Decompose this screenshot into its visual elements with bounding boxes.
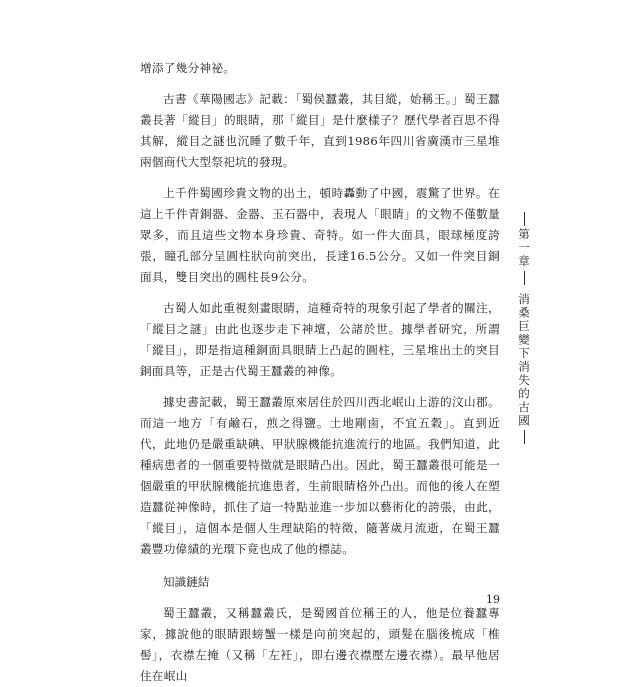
side-rule-middle [524,271,525,285]
paragraph-artifacts: 上千件蜀國珍貴文物的出土，頓時轟動了中國，震驚了世界。在這上千件青銅器、金器、玉石器中，表現人「眼睛」的文物不僅數量眾多，而且這些文物本身珍貴、奇特。如一件大面具，眼球極度誇張，瞳孔部分呈圓柱狀向前突出，長達16.5公分。又如一件突目銅面具，雙目突出的圓柱長9公分。 [140,186,500,284]
paragraph-history: 據史書記載，蜀王蠶叢原來居住於四川西北岷山上游的汶山郡。而這一地方「有鹼石，煎之得鹽。土地剛鹵，不宜五穀」。直到近代，此地仍是嚴重缺碘、甲狀腺機能抗進流行的地區。我們知道，此種病患者的一個重要特徵就是眼睛凸出。因此，蜀王蠶叢很可能是一個嚴重的甲狀腺機能抗進患者，生前眼睛格外凸出。而他的後人在塑造蠶從神像時，抓住了這一特點並進一步加以藝術化的誇張，由此，「縱目」，這個本是個人生理缺陷的特徵，隨著歲月流逝，在蜀王蠶叢豐功偉績的光環下竟也成了他的標誌。 [140,395,500,556]
side-rule-bottom [524,430,525,444]
side-rule-top [524,212,525,226]
main-text [140,58,500,687]
chapter-side-title [514,210,534,446]
paragraph-knowledge: 蜀王蠶叢，又稱蠶叢氏，是蜀國首位稱王的人，他是位養蠶專家，據說他的眼睛跟螃蟹一樣是向前突起的，頭髮在腦後梳成「椎髻」，衣襟左掩（又稱「左衽」，即右邊衣襟壓左邊衣襟）。最早他居住在岷山 [140,606,500,683]
paragraph-continued: 增添了幾分神祕。 [140,61,236,75]
paragraph-eye-mystery: 古蜀人如此重視刻畫眼睛，這種奇特的現象引起了學者的關注，「縱目之謎」由此也逐步走下神壇，公諸於世。據學者研究，所謂「縱目」，即是指這種銅面具眼睛上凸起的圓柱，三星堆出土的突目銅面具等，正是古代蜀王蠶叢的神像。 [140,301,500,378]
page-number: 19 [486,593,500,606]
paragraph-huayang-record: 古書《華陽國志》記載：「蜀侯蠶叢，其目縱，始稱王。」蜀王蠶叢長著「縱目」的眼睛，那「縱目」是什麼樣子？歷代學者百思不得其解，縱目之謎也沉睡了數千年，直到1986年四川省廣漢市三星堆兩個商代大型祭祀坑的發現。 [140,92,500,169]
chapter-number: 第一章 [517,228,531,269]
chapter-title: 消桑巨變下消失的古國 [517,292,531,428]
section-heading: 知識鏈結 [163,575,210,589]
